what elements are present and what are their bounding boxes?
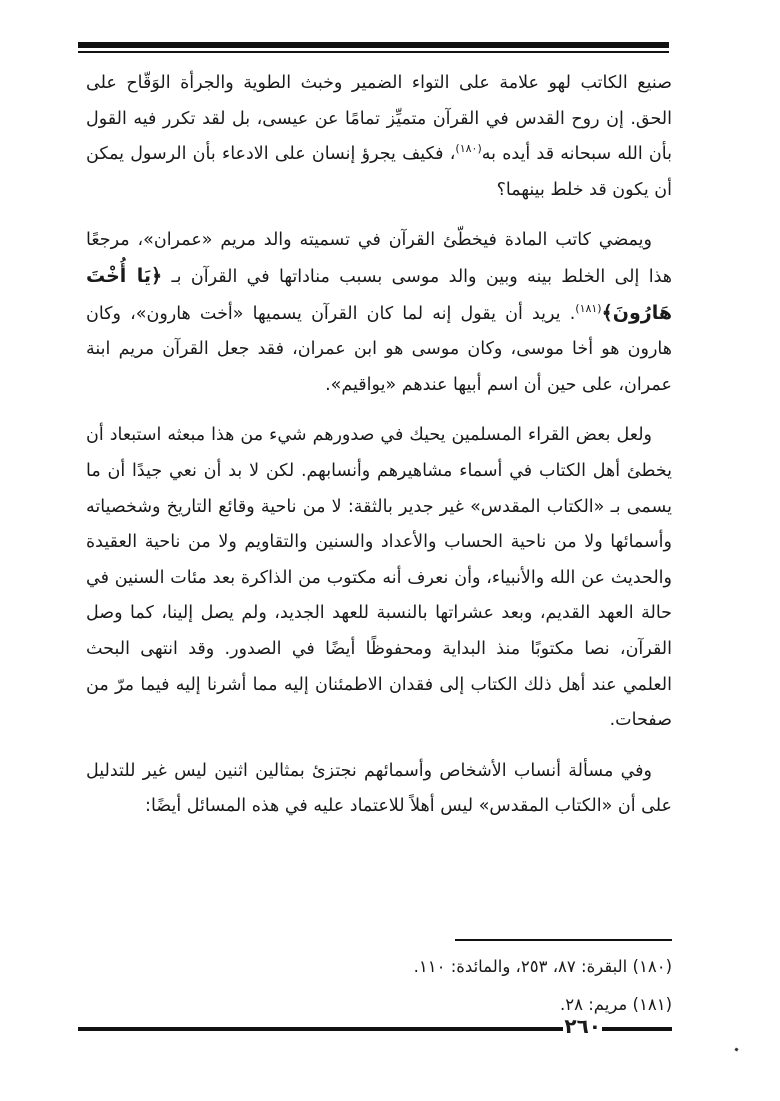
paragraph-3: ولعل بعض القراء المسلمين يحيك في صدورهم شيء من هذا مبعثه استبعاد أن يخطئ أهل الكتاب في أسماء مشاهيرهم وأنسابهم. لكن لا بد أن نعي جيدًا أن ما يسمى بـ «الكتاب المقدس» غير جدير بالثقة: لا من ناحية وقائع التاريخ وشخصياته وأسمائها ولا من ناحية الحساب والأعداد والسنين والتقاويم ولا من ناحية العقيدة والحديث عن الله والأنبياء، وأن نعرف أنه مكتوب من الذاكرة بعد مئات السنين في حالة العهد القديم، وبعد عشراتها بالنسبة للعهد الجديد، ولم يصل إلينا، كما وصل القرآن، نصا مكتوبًا منذ البداية ومحفوظًا أيضًا في الصدور. وقد انتهى البحث العلمي عند أهل ذلك الكتاب إلى فقدان الاطمئنان إليه مما أشرنا إليه فيما مرّ من صفحات. [86, 425, 672, 731]
page-footer [78, 1014, 672, 1040]
footnote-ref-181: (١٨١) [575, 301, 602, 315]
paragraph-2-text: ويمضي كاتب المادة فيخطّئ القرآن في تسميته والد مريم «عمران»، مرجعًا هذا إلى الخلط بينه وبين والد موسى بسبب مناداتها في القرآن بـ [86, 230, 672, 287]
paragraph-4: وفي مسألة أنساب الأشخاص وأسمائهم نجتزئ بمثالين اثنين ليس غير للتدليل على أن «الكتاب المقدس» ليس أهلاً للاعتماد عليه في هذه المسائل أيضًا: [86, 760, 672, 817]
paragraph-2 [86, 223, 672, 403]
footnote-181: (١٨١) مريم: ٢٨. [559, 995, 672, 1014]
page-number: ٢٦٠ [564, 1014, 601, 1038]
header-rule-thick [78, 42, 669, 48]
quran-quote: ﴿يَا أُخْتَ هَارُونَ﴾ [86, 264, 672, 324]
paragraph-1-text: صنيع الكاتب لهو علامة على التواء الضمير وخبث الطوية والجرأة الوَقّاح على الحق. إن روح القدس في القرآن متميِّز تمامًا عن عيسى، بل لقد تكرر فيه القول بأن الله سبحانه قد أيده به [86, 73, 672, 165]
paragraph-1-text-end: ، فكيف يجرؤ إنسان على الادعاء بأن الرسول يمكن أن يكون قد خلط بينهما؟ [86, 144, 672, 200]
footnote-180: (١٨٠) البقرة: ٨٧، ٢٥٣، والمائدة: ١١٠. [413, 957, 672, 976]
header-rule-thin [78, 51, 669, 53]
footnotes [300, 948, 672, 1024]
paragraph-1 [86, 66, 672, 208]
footnote-ref-180: (١٨٠) [455, 142, 482, 156]
paragraph-2-text-end: . يريد أن يقول إنه لما كان القرآن يسميها «أخت هارون»، وكان هارون هو أخا موسى، وكان موسى هو ابن عمران، فقد جعل القرآن مريم ابنة عمران، على حين أن اسم أبيها عندهم «يواقيم». [86, 303, 672, 395]
footer-rule-left [78, 1027, 563, 1031]
footer-rule-right [602, 1027, 672, 1031]
scan-speck [734, 1047, 738, 1051]
body-text [86, 66, 672, 825]
footnote-separator [455, 939, 672, 941]
